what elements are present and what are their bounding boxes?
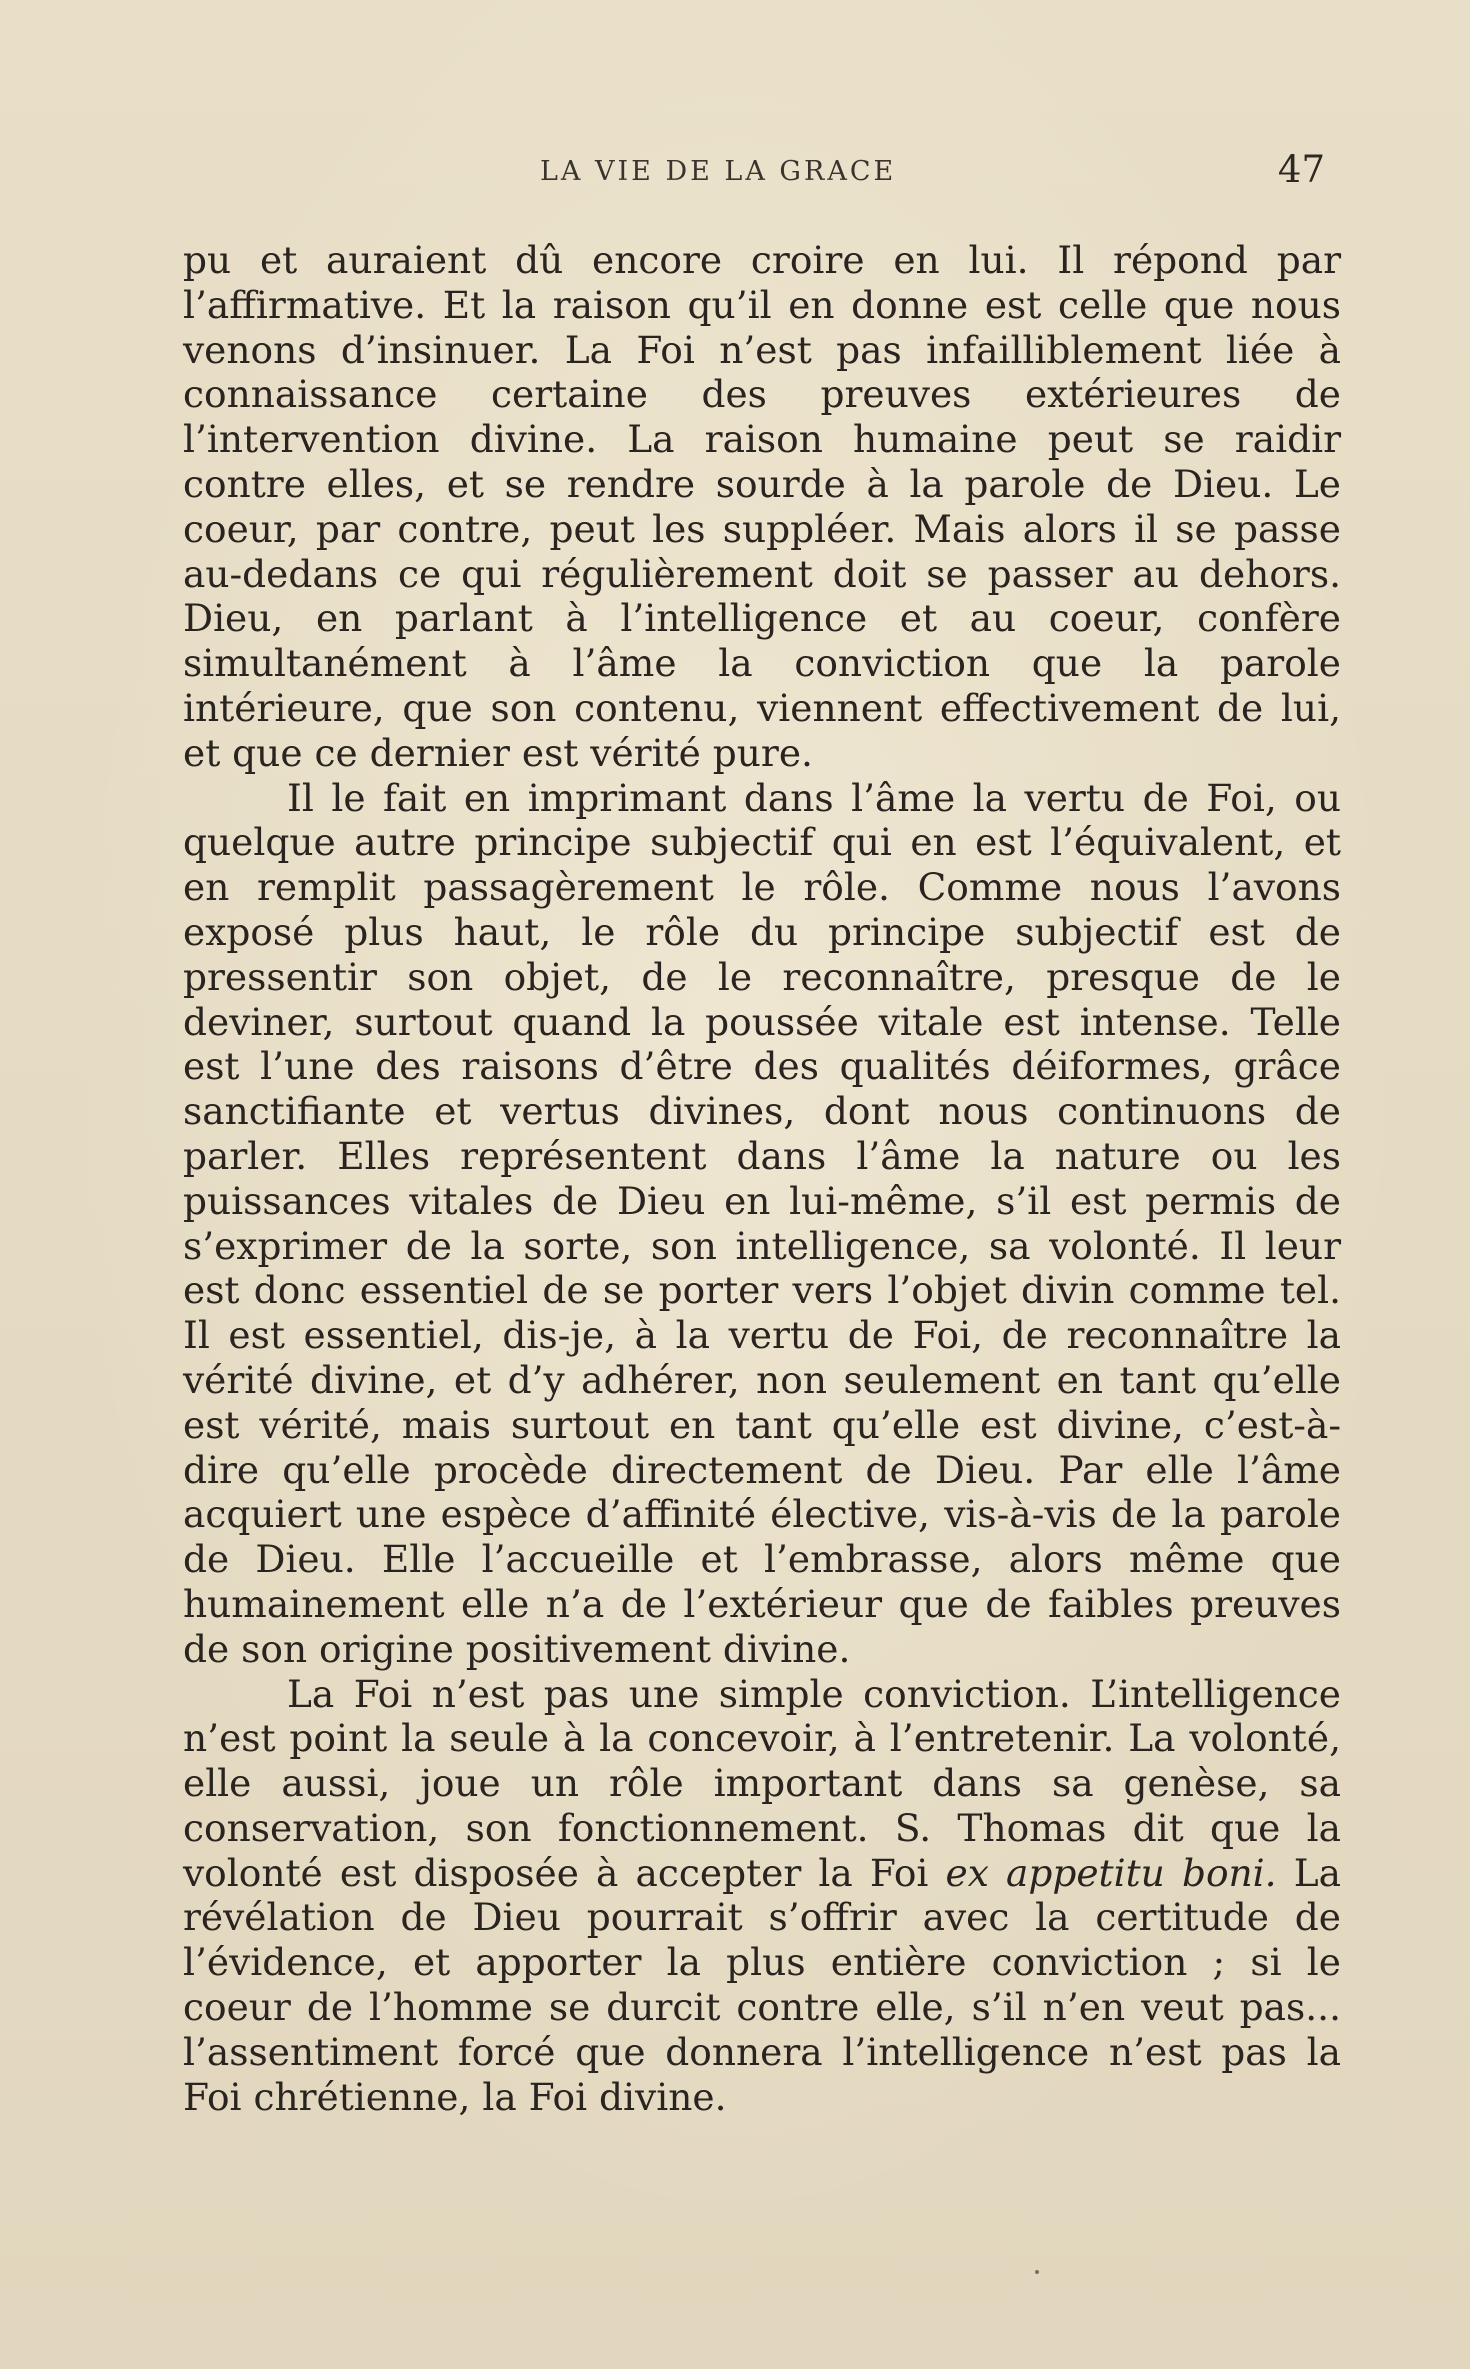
ink-speck (1035, 2270, 1039, 2274)
paragraph-3-text-end: La révélation de Dieu pourrait s’offrir avec la certitude de l’évidence, et apporter la plus entière conviction ; si le coeur de l’homme se durcit contre elle, s’il n’en veut pas... l’assentiment forcé que donnera l’intelligence n’est pas la Foi chrétienne, la Foi divine. (183, 1850, 1341, 2119)
running-title: LA VIE DE LA GRACE (540, 156, 897, 187)
paragraph-2: Il le fait en imprimant dans l’âme la vertu de Foi, ou quelque autre principe subjectif qui en est l’équivalent, et en remplit passagèrement le rôle. Comme nous l’avons exposé plus haut, le rôle du principe subjectif est de pressentir son objet, de le reconnaître, presque de le deviner, surtout quand la poussée vitale est intense. Telle est l’une des raisons d’être des qualités déiformes, grâce sanctifiante et vertus divines, dont nous continuons de parler. Elles représentent dans l’âme la nature ou les puissances vitales de Dieu en lui-même, s’il est permis de s’exprimer de la sorte, son intelligence, sa volonté. Il leur est donc essentiel de se porter vers l’objet divin comme tel. Il est essentiel, dis-je, à la vertu de Foi, de reconnaître la vérité divine, et d’y adhérer, non seulement en tant qu’elle est vérité, mais surtout en tant qu’elle est divine, c’est-à-dire qu’elle procède directement de Dieu. Par elle l’âme acquiert une espèce d’affinité élective, vis-à-vis de la parole de Dieu. Elle l’accueille et l’embrasse, alors même que humainement elle n’a de l’extérieur que de faibles preuves de son origine positivement divine. (183, 775, 1341, 1671)
paragraph-3 (183, 1672, 1341, 2120)
latin-phrase: ex appetitu boni. (945, 1850, 1277, 1895)
running-head (185, 148, 1325, 198)
body-text (183, 238, 1341, 2119)
page-number: 47 (1277, 148, 1325, 191)
paragraph-1: pu et auraient dû encore croire en lui. Il répond par l’affirmative. Et la raison qu’il en donne est celle que nous venons d’insinuer. La Foi n’est pas infailliblement liée à connaissance certaine des preuves extérieures de l’intervention divine. La raison humaine peut se raidir contre elles, et se rendre sourde à la parole de Dieu. Le coeur, par contre, peut les suppléer. Mais alors il se passe au-dedans ce qui régulièrement doit se passer au dehors. Dieu, en parlant à l’intelligence et au coeur, confère simultanément à l’âme la conviction que la parole intérieure, que son contenu, viennent effectivement de lui, et que ce dernier est vérité pure. (183, 238, 1341, 775)
paragraph-3-text-start: La Foi n’est pas une simple conviction. L’intelligence n’est point la seule à la concevoir, à l’entretenir. La volonté, elle aussi, joue un rôle important dans sa genèse, sa conservation, son fonctionnement. S. Thomas dit que la volonté est disposée à accepter la Foi (183, 1671, 1341, 1895)
